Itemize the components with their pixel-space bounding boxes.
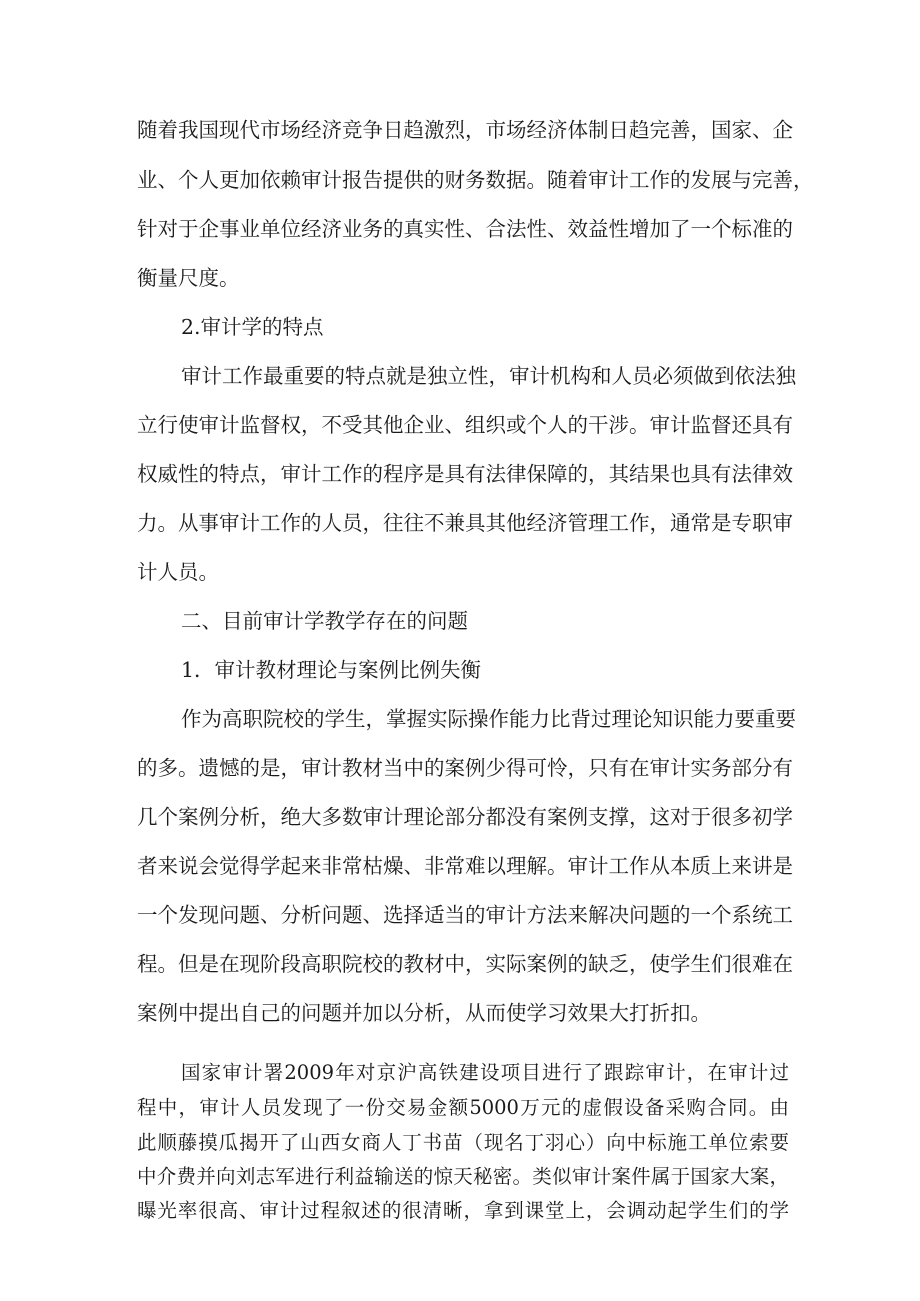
text-line: 计人员。 (137, 560, 219, 584)
text-line: 随着我国现代市场经济竞争日趋激烈，市场经济体制日趋完善，国家、企 (137, 118, 793, 142)
text-line: 程。但是在现阶段高职院校的教材中，实际案例的缺乏，使学生们很难在 (137, 952, 793, 976)
text-line: 针对于企事业单位经济业务的真实性、合法性、效益性增加了一个标准的 (137, 217, 793, 241)
text-line: 此顺藤摸瓜揭开了山西女商人丁书苗（现名丁羽心）向中标施工单位索要 (137, 1131, 789, 1154)
text-line: 案例中提出自己的问题并加以分析，从而使学习效果大打折扣。 (137, 1001, 711, 1025)
text-line: 程中，审计人员发现了一份交易金额5000万元的虚假设备采购合同。由 (137, 1096, 789, 1119)
text-line: 的多。遗憾的是，审计教材当中的案例少得可怜，只有在审计实务部分有 (137, 756, 793, 780)
text-line: 审计工作最重要的特点就是独立性，审计机构和人员必须做到依法独 (181, 364, 796, 388)
subheading-textbook-imbalance: 1．审计教材理论与案例比例失衡 (181, 658, 482, 682)
text-line: 者来说会觉得学起来非常枯燥、非常难以理解。审计工作从本质上来讲是 (137, 854, 793, 878)
text-line: 中介费并向刘志军进行利益输送的惊天秘密。类似审计案件属于国家大案， (137, 1165, 789, 1188)
text-line: 业、个人更加依赖审计报告提供的财务数据。随着审计工作的发展与完善， (137, 168, 814, 192)
text-line: 一个发现问题、分析问题、选择适当的审计方法来解决问题的一个系统工 (137, 903, 793, 927)
text-line: 国家审计署2009年对京沪高铁建设项目进行了跟踪审计，在审计过 (181, 1061, 789, 1084)
section-heading-teaching-problems: 二、目前审计学教学存在的问题 (181, 609, 468, 633)
text-line: 力。从事审计工作的人员，往往不兼具其他经济管理工作，通常是专职审 (137, 511, 793, 535)
text-line: 几个案例分析，绝大多数审计理论部分都没有案例支撑，这对于很多初学 (137, 805, 793, 829)
text-line: 权威性的特点，审计工作的程序是具有法律保障的，其结果也具有法律效 (137, 462, 793, 486)
heading-audit-features: 2.审计学的特点 (181, 315, 324, 339)
text-line: 衡量尺度。 (137, 266, 240, 290)
text-line: 立行使审计监督权，不受其他企业、组织或个人的干涉。审计监督还具有 (137, 413, 793, 437)
text-line: 曝光率很高、审计过程叙述的很清晰，拿到课堂上，会调动起学生们的学 (137, 1199, 789, 1222)
text-line: 作为高职院校的学生，掌握实际操作能力比背过理论知识能力要重要 (181, 707, 796, 731)
